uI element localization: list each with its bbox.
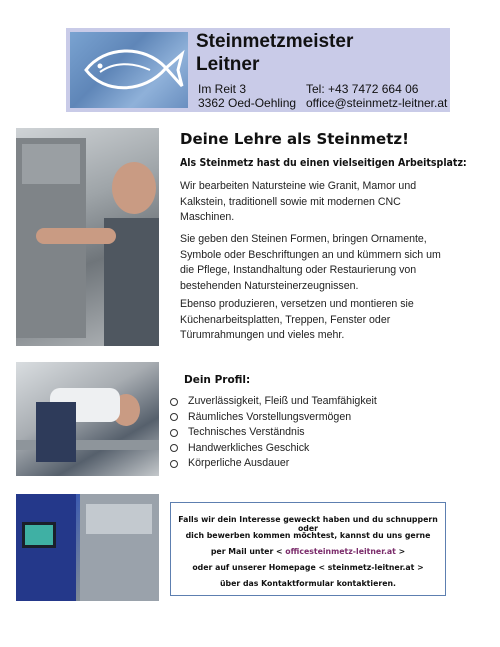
intro-paragraph-3: Ebenso produzieren, versetzen und montieren sie Küchenarbeitsplatten, Treppen, Fenster oder Türumrahmungen und vieles mehr. [180, 298, 414, 341]
contact-homepage-line: oder auf unserer Homepage < steinmetz-leitner.at > [192, 563, 424, 572]
list-item: Handwerkliches Geschick [170, 441, 377, 457]
list-item: Räumliches Vorstellungsvermögen [170, 410, 377, 426]
page-title: Deine Lehre als Steinmetz! [180, 130, 409, 148]
email-address: office@steinmetz-leitner.at [306, 96, 448, 110]
phone-number: Tel: +43 7472 664 06 [306, 82, 419, 96]
contact-box [170, 502, 446, 596]
list-item: Körperliche Ausdauer [170, 456, 377, 472]
company-name [196, 30, 446, 76]
profile-list [170, 394, 377, 472]
contact-line-3: per Mail unter < officesteinmetz-leitner.at > [210, 547, 406, 556]
fish-icon [70, 32, 188, 108]
bullet-icon [170, 460, 178, 468]
bullet-icon [170, 398, 178, 406]
bullet-icon [170, 444, 178, 452]
bullet-icon [170, 413, 178, 421]
list-item: Technisches Verständnis [170, 425, 377, 441]
photo-worker-at-bench [16, 362, 159, 476]
intro-paragraph-1: Wir bearbeiten Natursteine wie Granit, Mamor und Kalkstein, traditionell sowie mit modernen CNC Maschinen. [180, 180, 417, 223]
intro-subtitle: Als Steinmetz hast du einen vielseitigen Arbeitsplatz: [180, 157, 467, 169]
letterhead [66, 28, 450, 112]
list-item: Zuverlässigkeit, Fleiß und Teamfähigkeit [170, 394, 377, 410]
profile-heading: Dein Profil: [184, 374, 251, 386]
intro-paragraph-2: Sie geben den Steinen Formen, bringen Ornamente, Symbole oder Beschriftungen an und kümmern sich um die Pflege, Instandhaltung oder Restaurierung von bestehenden Natursteinerzeugnissen. [180, 233, 441, 292]
contact-line-2: dich bewerben kommen möchtest, kannst du uns gerne [185, 531, 431, 540]
photo-cnc-machine [16, 494, 159, 601]
fish-logo [70, 32, 188, 108]
bullet-icon [170, 429, 178, 437]
company-name-line1: Steinmetzmeister [196, 31, 354, 52]
city-address: 3362 Oed-Oehling [198, 96, 297, 110]
contact-line-5: über das Kontaktformular kontaktieren. [219, 579, 397, 588]
street-address: Im Reit 3 [198, 82, 247, 96]
contact-line-1: Falls wir dein Interesse geweckt haben und du schnuppern oder [178, 515, 438, 533]
company-name-line2: Leitner [196, 54, 260, 75]
contact-email-link[interactable]: officesteinmetz-leitner.at [285, 547, 396, 556]
photo-stonemason-working [16, 128, 159, 346]
